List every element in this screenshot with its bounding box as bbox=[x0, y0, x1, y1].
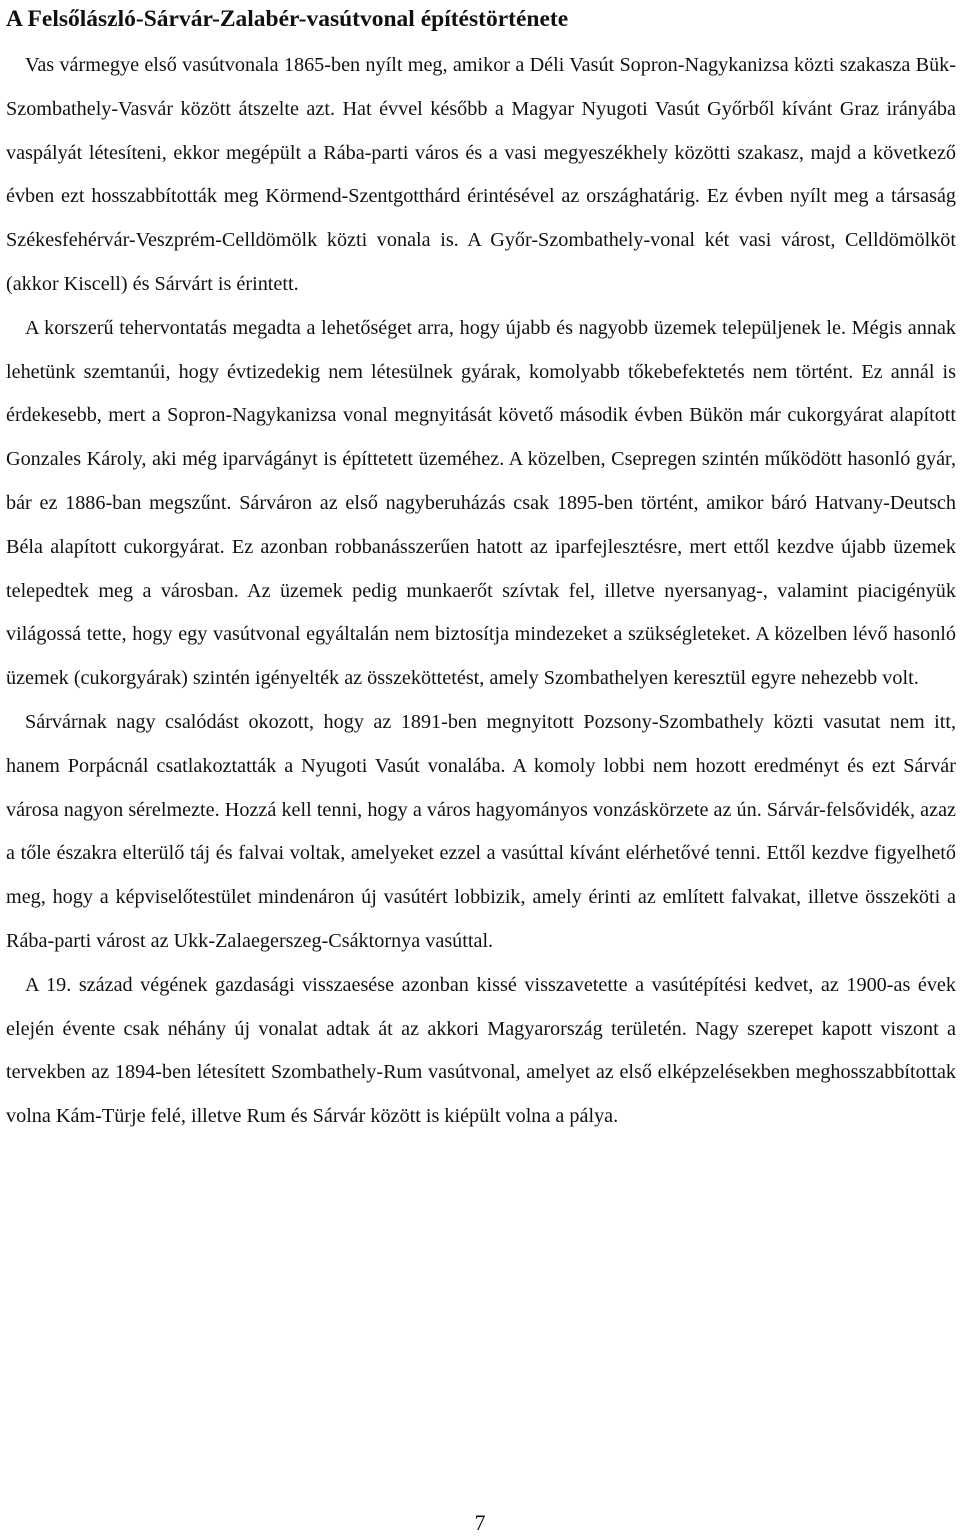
paragraph-4: A 19. század végének gazdasági visszaesése azonban kissé visszavetette a vasútépítési kedvet, az 1900-as évek elején évente csak néhány új vonalat adtak át az akkori Magyarország területén. Nagy szerepet kapott viszont a tervekben az 1894-ben létesített Szombathely-Rum vasútvonal, amelyet az első elképzelésekben meghosszabbítottak volna Kám-Türje felé, illetve Rum és Sárvár között is kiépült volna a pálya. bbox=[6, 973, 956, 1128]
paragraph-1: Vas vármegye első vasútvonala 1865-ben nyílt meg, amikor a Déli Vasút Sopron-Nagykanizsa közti szakasza Bük-Szombathely-Vasvár között átszelte azt. Hat évvel később a Magyar Nyugoti Vasút Győrből kívánt Graz irányába vaspályát létesíteni, ekkor megépült a Rába-parti város és a vasi megyeszékhely közötti szakasz, majd a következő évben ezt hosszabbították meg Körmend-Szentgotthárd érintésével az országhatárig. Ez évben nyílt meg a társaság Székesfehérvár-Veszprém-Celldömölk közti vonala is. A Győr-Szombathely-vonal két vasi várost, Celldömölköt (akkor Kiscell) és Sárvárt is érintett. bbox=[6, 54, 956, 295]
page-number: 7 bbox=[474, 1510, 486, 1535]
paragraph-2: A korszerű tehervontatás megadta a lehetőséget arra, hogy újabb és nagyobb üzemek települjenek le. Mégis annak lehetünk szemtanúi, hogy évtizedekig nem létesülnek gyárak, komolyabb tőkebefektetés nem történt. Ez annál is érdekesebb, mert a Sopron-Nagykanizsa vonal megnyitását követő második évben Bükön már cukorgyárat alapított Gonzales Károly, aki még iparvágányt is építtetett üzeméhez. A közelben, Csepregen szintén működött hasonló gyár, bár ez 1886-ban megszűnt. Sárváron az első nagyberuházás csak 1895-ben történt, amikor báró Hatvany-Deutsch Béla alapított cukorgyárat. Ez azonban robbanásszerűen hatott az iparfejlesztésre, mert ettől kezdve újabb üzemek telepedtek meg a városban. Az üzemek pedig munkaerőt szívtak fel, illetve nyersanyag-, valamint piacigényük világossá tette, hogy egy vasútvonal egyáltalán nem biztosítja mindezeket a szükségleteket. A közelben lévő hasonló üzemek (cukorgyárak) szintén igényelték az összeköttetést, amely Szombathelyen keresztül egyre nehezebb volt. bbox=[6, 316, 956, 690]
paragraph-3: Sárvárnak nagy csalódást okozott, hogy az 1891-ben megnyitott Pozsony-Szombathely közti vasutat nem itt, hanem Porpácnál csatlakoztatták a Nyugoti Vasút vonalába. A komoly lobbi nem hozott eredményt és ezt Sárvár városa nagyon sérelmezte. Hozzá kell tenni, hogy a város hagyományos vonzáskörzete az ún. Sárvár-felsővidék, azaz a tőle északra elterülő táj és falvai voltak, amelyeket ezzel a vasúttal kívánt elérhetővé tenni. Ettől kezdve figyelhető meg, hogy a képviselőtestület mindenáron új vasútért lobbizik, amely érinti az említett falvakat, illetve összeköti a Rába-parti várost az Ukk-Zalaegerszeg-Csáktornya vasúttal. bbox=[6, 710, 956, 952]
document-page bbox=[6, 0, 956, 1139]
page-title: A Felsőlászló-Sárvár-Zalabér-vasútvonal építéstörténete bbox=[6, 6, 569, 32]
